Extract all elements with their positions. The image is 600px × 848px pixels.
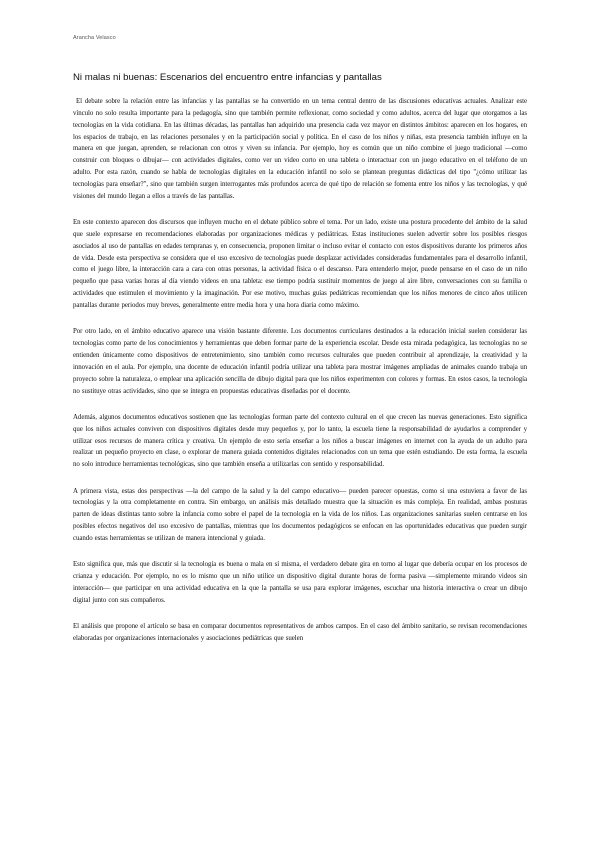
paragraph: Esto significa que, más que discutir si la tecnología es buena o mala en sí misma, el verdadero debate gira en torno al lugar que debería ocupar en los procesos de crianza y educación. Por ejemplo, no es lo mismo que un niño utilice un dispositivo digital durante horas de forma pasiva —simplemente mirando videos sin interacción— que participar en una actividad educativa en la que la pantalla se usa para explorar imágenes, escuchar una historia interactiva o crear un dibujo digital junto con sus compañeros. [73,561,527,604]
paragraph: Por otro lado, en el ámbito educativo aparece una visión bastante diferente. Los documentos curriculares destinados a la educación inicial suelen considerar las tecnologías como parte de los conocimientos y herramientas que deben formar parte de la experiencia escolar. Desde esta mirada pedagógica, las tecnologías no se entienden únicamente como dispositivos de entretenimiento, sino también como recursos culturales que pueden contribuir al aprendizaje, la creatividad y la innovación en el aula. Por ejemplo, una docente de educación infantil podría utilizar una tableta para mostrar imágenes ampliadas de animales cuando trabaja un proyecto sobre la naturaleza, o emplear una aplicación sencilla de dibujo digital para que los niños experimenten con colores y formas. En estos casos, la tecnología no sustituye otras actividades, sino que se integra en propuestas educativas diseñadas por el docente. [73,328,527,395]
paragraph: En este contexto aparecen dos discursos que influyen mucho en el debate público sobre el tema. Por un lado, existe una postura procedente del ámbito de la salud que suele expresarse en recomendaciones elaboradas por organizaciones médicas y pediátricas. Estas instituciones suelen advertir sobre los posibles riesgos asociados al uso de pantallas en edades tempranas y, en consecuencia, proponen limitar o incluso evitar el contacto con estos dispositivos durante los primeros años de vida. Desde esta perspectiva se considera que el uso excesivo de tecnologías puede desplazar actividades consideradas fundamentales para el desarrollo infantil, como el juego libre, la interacción cara a cara con otras personas, la actividad física o el descanso. Para entenderlo mejor, puede pensarse en el caso de un niño pequeño que pasa varias horas al día viendo videos en una tableta: ese tiempo podría sustituir momentos de juego al aire libre, conversaciones con su familia o actividades que estimulen el movimiento y la imaginación. Por ese motivo, muchas guías pediátricas recomiendan que los niños menores de cinco años utilicen pantallas durante periodos muy breves, generalmente entre media hora y una hora diaria como máximo. [73,219,527,309]
document-title: Ni malas ni buenas: Escenarios del encuentro entre infancias y pantallas [73,72,382,83]
paragraph: El análisis que propone el artículo se basa en comparar documentos representativos de ambos campos. En el caso del ámbito sanitario, se revisan recomendaciones elaboradas por organizaciones internacionales y asociaciones pediátricas que suelen [73,623,527,643]
running-header-author: Arancha Velasco [73,35,116,41]
paragraph: El debate sobre la relación entre las infancias y las pantallas se ha convertido en un tema central dentro de las discusiones educativas actuales. Analizar este vínculo no solo resulta importante para la pedagogía, sino que también permite reflexionar, como sociedad y como adultos, acerca del lugar que otorgamos a las tecnologías en la vida cotidiana. En las últimas décadas, las pantallas han adquirido una presencia cada vez mayor en distintos ámbitos: aparecen en los hogares, en los espacios de trabajo, en las relaciones personales y en la participación social y política. En el caso de los niños y niñas, esta presencia también influye en la manera en que juegan, aprenden, se relacionan con otros y viven su infancia. Por ejemplo, hoy es común que un niño combine el juego tradicional —como construir con bloques o dibujar— con actividades digitales, como ver un video corto en una tableta o interactuar con un juego educativo en el teléfono de un adulto. Por esta razón, cuando se habla de tecnologías digitales en la educación infantil no solo se plantean preguntas didácticas del tipo "¿cómo utilizar las tecnologías para enseñar?", sino que también surgen interrogantes más profundos acerca de qué tipo de relación se fomenta entre los niños y las tecnologías, y qué visiones del mundo llegan a ellos a través de las pantallas. [73,98,527,200]
paragraph: A primera vista, estas dos perspectivas —la del campo de la salud y la del campo educativo— pueden parecer opuestas, como si una estuviera a favor de las tecnologías y la otra completamente en contra. Sin embargo, un análisis más detallado muestra que la situación es más compleja. En realidad, ambas posturas parten de ideas distintas tanto sobre la infancia como sobre el papel de la tecnología en la vida de los niños. Las organizaciones sanitarias suelen centrarse en los posibles efectos negativos del uso excesivo de pantallas, mientras que los documentos pedagógicos se enfocan en las oportunidades educativas que pueden surgir cuando estas herramientas se utilizan de manera intencional y guiada. [73,487,527,542]
document-body [73,96,527,659]
paragraph: Además, algunos documentos educativos sostienen que las tecnologías forman parte del contexto cultural en el que crecen las nuevas generaciones. Esto significa que los niños actuales conviven con dispositivos digitales desde muy pequeños y, por lo tanto, la escuela tiene la responsabilidad de ayudarlos a comprender y utilizar esos recursos de manera crítica y creativa. Un ejemplo de esto sería enseñar a los niños a buscar imágenes en internet con la ayuda de un adulto para realizar un pequeño proyecto en clase, o explorar de manera guiada contenidos digitales relacionados con un tema que estén estudiando. De esta forma, la escuela no solo introduce herramientas tecnológicas, sino que también enseña a utilizarlas con sentido y responsabilidad. [73,413,527,469]
